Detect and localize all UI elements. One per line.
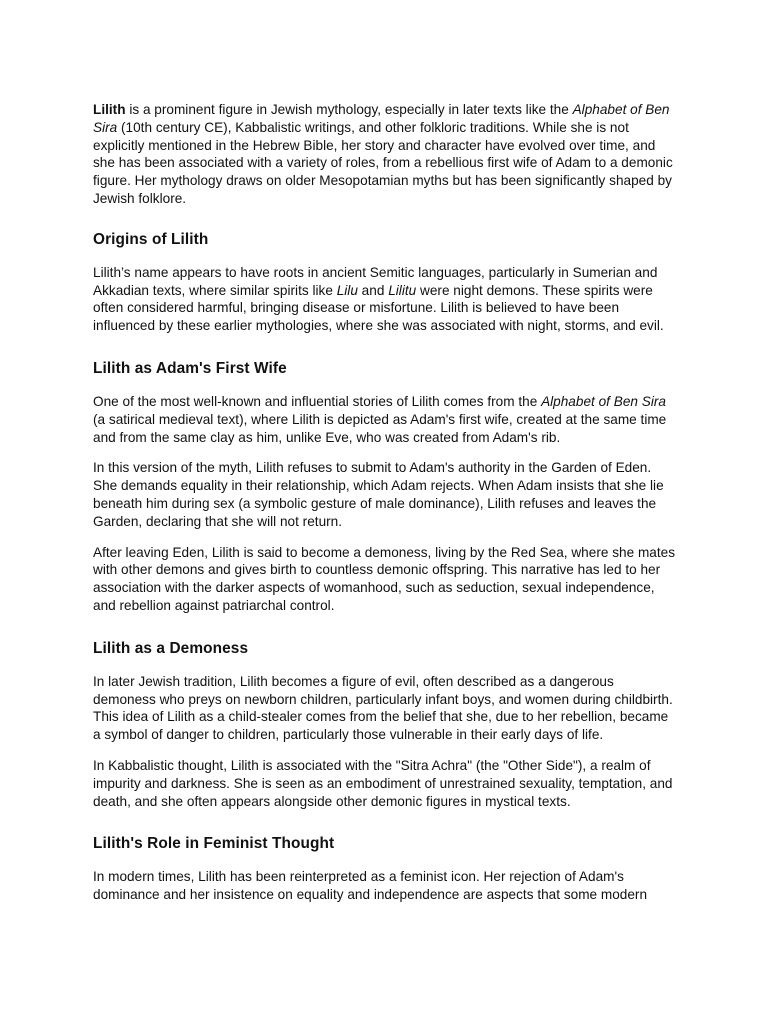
intro-text: is a prominent figure in Jewish mythology, especially in later texts like the [125, 102, 573, 117]
intro-book-title: Alphabet of Ben Sira [93, 102, 670, 135]
origins-term-lilitu: Lilitu [388, 282, 417, 298]
intro-text: (10th century CE), Kabbalistic writings, and other folkloric traditions. While she is not explicitly mentioned in the Hebrew Bible, her story and character have evolved over time, and she has been associated with a variety of roles, from a rebellious first wife of Adam to a demonic figure. Her mythology draws on older Mesopotamian myths but has been significantly shaped by Jewish folklore. [93, 119, 673, 206]
first-wife-paragraph-1 [93, 393, 676, 446]
section-heading-first-wife: Lilith as Adam's First Wife [93, 359, 287, 377]
first-wife-text: (a satirical medieval text), where Lilith is depicted as Adam's first wife, created at the same time and from the same clay as him, unlike Eve, who was created from Adam's rib. [93, 411, 667, 445]
section-heading-origins: Origins of Lilith [93, 230, 209, 248]
origins-paragraph [93, 264, 676, 335]
intro-lead-term: Lilith [93, 102, 126, 117]
section-heading-feminist: Lilith's Role in Feminist Thought [93, 835, 335, 853]
demoness-paragraph-2: In Kabbalistic thought, Lilith is associated with the "Sitra Achra" (the "Other Side"), a realm of impurity and darkness. She is seen as an embodiment of unrestrained sexuality, temptation, and death, and she often appears alongside other demonic figures in mystical texts. [93, 757, 673, 809]
origins-text: and [357, 282, 389, 298]
first-wife-text: One of the most well-known and influential stories of Lilith comes from the [93, 393, 542, 409]
origins-term-lilu: Lilu [336, 282, 358, 298]
feminist-paragraph-1: In modern times, Lilith has been reinterpreted as a feminist icon. Her rejection of Adam's dominance and her insistence on equality and independence are aspects that some modern [93, 869, 648, 903]
first-wife-paragraph-3: After leaving Eden, Lilith is said to become a demoness, living by the Red Sea, where she mates with other demons and gives birth to countless demonic offspring. This narrative has led to her association with the darker aspects of womanhood, such as seduction, sexual independence, and rebellion against patriarchal control. [93, 544, 676, 613]
first-wife-paragraph-2: In this version of the myth, Lilith refuses to submit to Adam's authority in the Garden of Eden. She demands equality in their relationship, which Adam rejects. When Adam insists that she lie beneath him during sex (a symbolic gesture of male dominance), Lilith refuses and leaves the Garden, declaring that she will not return. [93, 460, 664, 529]
section-heading-demoness: Lilith as a Demoness [93, 639, 249, 657]
origins-text: were night demons. These spirits were often considered harmful, bringing disease or misfortune. Lilith is believed to have been influenced by these earlier mythologies, where she was associated with night, storms, and evil. [93, 282, 664, 334]
first-wife-book-title: Alphabet of Ben Sira [541, 393, 666, 409]
origins-text: Lilith’s name appears to have roots in ancient Semitic languages, particularly in Sumerian and Akkadian texts, where similar spirits like [93, 264, 658, 298]
intro-paragraph [93, 101, 676, 208]
demoness-paragraph-1: In later Jewish tradition, Lilith becomes a figure of evil, often described as a dangerous demoness who preys on newborn children, particularly infant boys, and women during childbirth. This idea of Lilith as a child-stealer comes from the belief that she, due to her rebellion, became a symbol of danger to children, particularly those vulnerable in their early days of life. [93, 673, 673, 743]
